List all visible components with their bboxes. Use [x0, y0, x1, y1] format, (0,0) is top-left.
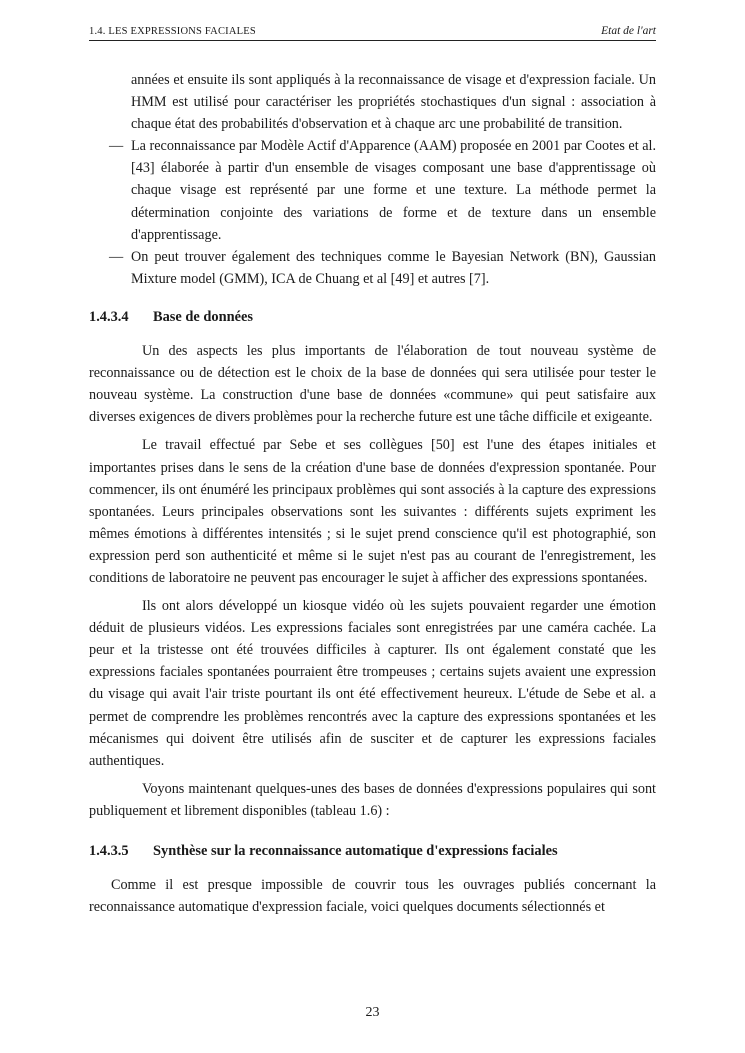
running-header — [89, 24, 656, 41]
page-number: 23 — [365, 1005, 380, 1020]
section-heading — [89, 306, 656, 328]
list-item-text: On peut trouver également des techniques comme le Bayesian Network (BN), Gaussian Mixture model (GMM), ICA de Chuang et al [49] et autres [7]. — [131, 248, 656, 287]
paragraph: Le travail effectué par Sebe et ses collègues [50] est l'une des étapes initiales et importantes prises dans le sens de la création d'une base de données d'expression spontanée. Pour commencer, ils ont énuméré les principaux problèmes qui sont associés à la capture des expressions spontanées. Leurs principales observations sont les suivantes : différents sujets expriment les mêmes émotions à différentes intensités ; si le sujet prend conscience qu'il est photographié, son expression perd son authenticité et même si le sujet n'est pas au courant de l'enregistrement, les conditions de laboratoire ne peuvent pas encourager le sujet à afficher des expressions spontanées. — [89, 437, 656, 586]
section-title: Synthèse sur la reconnaissance automatique d'expressions faciales — [153, 843, 558, 859]
section-number: 1.4.3.4 — [89, 308, 129, 325]
paragraph: Voyons maintenant quelques-unes des bases de données d'expressions populaires qui sont publiquement et librement disponibles (tableau 1.6) : — [89, 780, 656, 819]
paragraph: Comme il est presque impossible de couvrir tous les ouvrages publiés concernant la reconnaissance automatique d'expression faciale, voici quelques documents sélectionnés et — [89, 877, 656, 916]
list-item-text: La reconnaissance par Modèle Actif d'Apparence (AAM) proposée en 2001 par Cootes et al. [43] élaborée à partir d'un ensemble de visages composant une base d'apprentissage où chaque visage est représenté par une forme et une texture. La méthode permet la détermination conjointe des variations de forme et de texture dans un ensemble d'apprentissage. — [131, 138, 656, 243]
list-dash: — — [109, 248, 124, 265]
paragraph: Un des aspects les plus importants de l'élaboration de tout nouveau système de reconnaissance ou de détection est le choix de la base de données qui sera utilisée pour tester le nouveau système. La construction d'une base de données «commune» qui peut satisfaire aux diverses exigences de divers problèmes pour la recherche future est une tâche difficile et exigeante. — [89, 343, 656, 426]
list-item — [109, 135, 656, 245]
section-heading — [89, 840, 656, 862]
section-title: Base de données — [153, 308, 253, 325]
header-section-title: 1.4. LES EXPRESSIONS FACIALES — [89, 26, 256, 37]
paragraph: Ils ont alors développé un kiosque vidéo où les sujets pouvaient regarder une émotion déduit de plusieurs vidéos. Les expressions faciales sont enregistrées par une caméra cachée. La peur et la tristesse ont été trouvées difficiles à capturer. Ils ont également constaté que les expressions faciales spontanées pourraient être trompeuses ; certains sujets avaient une expression du visage qui avait l'air triste pourtant ils ont été effectivement heureux. L'étude de Sebe et al. a permet de comprendre les problèmes rencontrés avec la capture des expressions spontanées et les mécanismes qui doivent être utilisés afin de susciter et de capturer les expressions faciales authentiques. — [89, 598, 656, 769]
body-text — [89, 69, 656, 918]
list-item-continuation: années et ensuite ils sont appliqués à la reconnaissance de visage et d'expression faciale. Un HMM est utilisé pour caractériser les propriétés stochastiques d'un signal : association à chaque état des probabilités d'observation et à chaque arc une probabilité de transition. — [131, 72, 656, 133]
list-dash: — — [109, 138, 124, 155]
list-item — [109, 246, 656, 290]
header-chapter-title: Etat de l'art — [601, 25, 656, 37]
section-number: 1.4.3.5 — [89, 843, 129, 859]
